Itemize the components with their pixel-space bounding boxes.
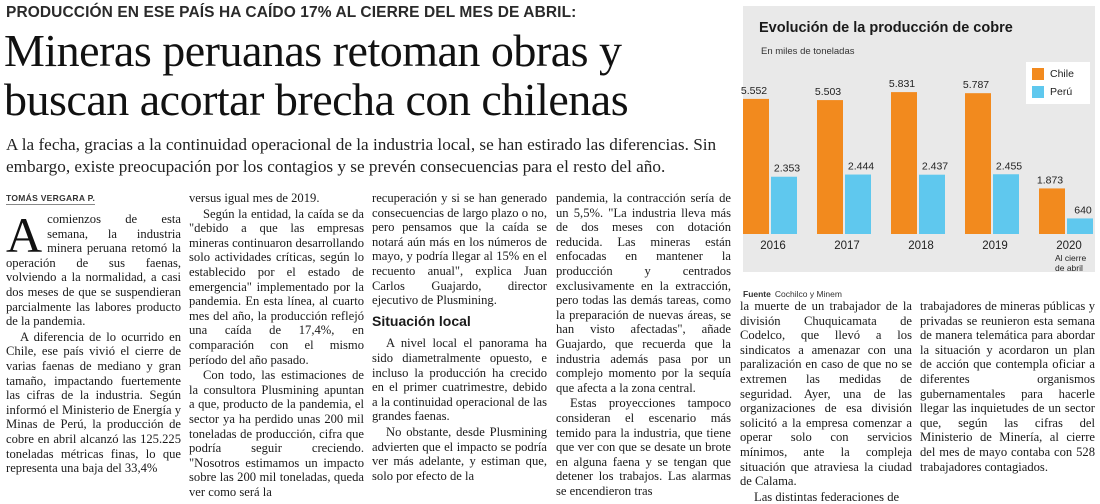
paragraph: Según la entidad, la caída se da "debido a que las empresas mineras continuaron desarrollando solo actividades críticas, según lo establecido por el estado de emergencia" implementado por la pandemia. En esta línea, al cuarto mes del año, la producción reflejó una caída de 17,4%, en comparación con el mismo período del año pasado. [189, 206, 364, 367]
paragraph: pandemia, la contracción sería de un 5,5%. "La industria lleva más de dos meses con dotación reducida. Las mineras están enfocadas en mantener la producción y centrados exclusivamente en la extracción, pero todas las demás tareas, como la preparación de nuevas áreas, se han visto afectadas", añade Guajardo, que recuerda que la industria además pasa por un complejo momento por la sequía que afecta a la zona central. [556, 191, 731, 395]
article-column-4 [556, 191, 731, 498]
article-column-6 [920, 299, 1095, 482]
x-tick-label: 2019 [982, 240, 1008, 252]
legend-swatch-peru [1032, 86, 1044, 98]
x-tick-label: 2020 [1056, 240, 1082, 252]
subheading: Situación local [372, 312, 471, 329]
bar-chile-2020 [1039, 188, 1065, 234]
article-column-5 [740, 299, 912, 504]
copper-production-chart [740, 6, 1095, 299]
paragraph: Las distintas federaciones de [754, 489, 900, 504]
data-label: 5.831 [888, 78, 916, 91]
x-tick-label: 2018 [908, 240, 934, 252]
data-label: 640 [1074, 204, 1092, 217]
chart-title: Evolución de la producción de cobre [759, 20, 1013, 36]
deck: A la fecha, gracias a la continuidad operacional de la industria local, se han estirado las diferencias. Sin embargo, existe preocupación por los contagios y se prevén consecuencias para el resto del año. [6, 135, 717, 176]
data-label: 1.873 [1036, 174, 1064, 187]
paragraph: trabajadores de mineras públicas y privadas se reunieron esta semana de manera telemática para abordar la situación y acordaron un plan de acción que contempla oficiar a diferentes organismos gubernamentales para hacerle llegar las inquietudes de un sector que, según las cifras del Ministerio de Minería, al cierre del mes de mayo contaba con 528 trabajadores contagiados. [920, 299, 1095, 474]
bar-chile-2018 [891, 92, 917, 234]
legend-swatch-chile [1032, 68, 1044, 80]
legend-label-chile: Chile [1050, 68, 1074, 80]
article-column-1 [6, 207, 181, 482]
data-label: 5.552 [740, 84, 768, 97]
source-text: Cochilco y Minem [774, 289, 842, 299]
chart-subtitle: En miles de toneladas [761, 46, 855, 57]
bar-peru-2019 [993, 174, 1019, 234]
headline-line-1: Mineras peruanas retoman obras y [4, 25, 622, 76]
bar-chile-2016 [743, 99, 769, 234]
paragraph: A diferencia de lo ocurrido en Chile, ese país vivió el cierre de varias faenas de mediano y gran tamaño, impactando fuertemente las cifras de la industria. Según informó el Ministerio de Energía y Minas de Perú, la producción de cobre en abril alcanzó las 125.225 toneladas métricas finas, lo que representa una baja del 33,4% [6, 329, 181, 476]
legend-item-peru [1032, 86, 1072, 98]
bar-peru-2016 [771, 177, 797, 234]
paragraph: recuperación y si se han generado consecuencias de largo plazo o no, pero pensamos que la caída se notará aún más en los números de mayo, y podría llegar al 15% en el recuento anual", explica Juan Carlos Guajardo, director ejecutivo de Plusmining. [372, 191, 547, 308]
data-label: 2.437 [921, 160, 949, 173]
chart-plot [740, 6, 1095, 273]
category-note: de abril [1055, 263, 1083, 273]
kicker: PRODUCCIÓN EN ESE PAÍS HA CAÍDO 17% AL CIERRE DEL MES DE ABRIL: [6, 4, 577, 21]
x-tick-label: 2016 [760, 240, 786, 252]
byline: TOMÁS VERGARA P. [6, 193, 96, 203]
data-label: 2.353 [773, 162, 801, 175]
legend-item-chile [1032, 68, 1074, 80]
paragraph-text: comienzos de esta semana, la industria minera peruana retomó la operación de sus faenas, volviendo a la normalidad, a casi dos meses de que se suspendieran parcialmente las labores producto de la pandemia. [6, 212, 181, 329]
chart-source [743, 289, 842, 299]
legend-label-peru: Perú [1050, 86, 1073, 98]
category-note: Al cierre [1055, 253, 1087, 263]
paragraph: versus igual mes de 2019. [189, 191, 320, 205]
data-label: 5.503 [814, 86, 842, 99]
paragraph: Estas proyecciones tampoco consideran el escenario más temido para la industria, que tiene que ver con que se desate un brote en alguna faena y se tengan que detener los trabajos. Las alarmas se encendieron tras [556, 396, 731, 498]
paragraph: Con todo, las estimaciones de la consultora Plusmining apuntan a que, producto de la pandemia, el sector ya ha perdido unas 200 mil toneladas de producción, cifra que podría seguir creciendo. "Nosotros estimamos un impacto sobre las 200 mil toneladas, queda ver como será la [189, 368, 364, 499]
bar-peru-2020 [1067, 218, 1093, 234]
headline-line-2: buscan acortar brecha con chilenas [4, 74, 629, 125]
data-label: 2.444 [847, 160, 875, 173]
data-label: 2.455 [995, 160, 1023, 173]
paragraph [6, 207, 181, 329]
article-column-3 [372, 191, 547, 482]
bar-peru-2017 [845, 175, 871, 234]
chart-legend [1026, 62, 1090, 104]
bar-chile-2019 [965, 93, 991, 234]
source-label: Fuente [743, 289, 771, 299]
headline [4, 26, 734, 124]
article-column-2 [189, 191, 364, 499]
paragraph: No obstante, desde Plusmining advierten que el impacto se podría ver más adelante, y estiman que, solo por efecto de la [372, 424, 547, 483]
data-label: 5.787 [962, 79, 990, 92]
paragraph: A nivel local el panorama ha sido diametralmente opuesto, e incluso la producción ha crecido en el primer cuatrimestre, debido a la continuidad operacional de las grandes faenas. [372, 336, 547, 424]
paragraph: la muerte de un trabajador de la división Chuquicamata de Codelco, que llevó a los sindicatos a amenazar con una paralización en caso de que no se extremen las medidas de seguridad. Ayer, una de las organizaciones de esa división solicitó a la empresa comenzar a operar solo con servicios mínimos, ante la compleja situación que atraviesa la ciudad de Calama. [740, 299, 912, 489]
bar-chile-2017 [817, 100, 843, 234]
bar-peru-2018 [919, 175, 945, 234]
dropcap: A [6, 207, 43, 263]
x-tick-label: 2017 [834, 240, 860, 252]
